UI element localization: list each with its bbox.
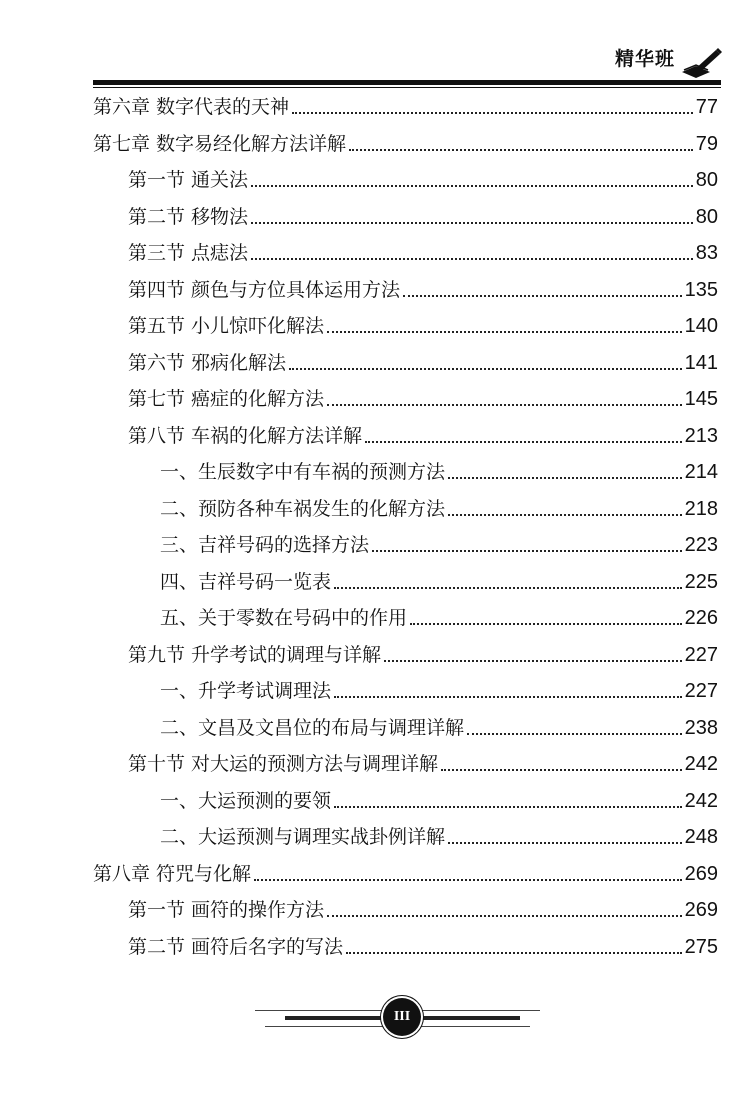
toc-entry-page: 227 bbox=[684, 643, 718, 666]
toc-dot-leader bbox=[441, 768, 682, 771]
toc-dot-leader bbox=[251, 184, 693, 187]
toc-dot-leader bbox=[251, 257, 693, 260]
header-rule-thin bbox=[93, 87, 721, 88]
toc-entry[interactable] bbox=[160, 601, 718, 631]
toc-entry-page: 242 bbox=[684, 789, 718, 812]
toc-entry-page: 214 bbox=[684, 461, 718, 483]
toc-entry[interactable] bbox=[128, 273, 718, 303]
toc-dot-leader bbox=[334, 586, 682, 589]
toc-entry-page: 80 bbox=[695, 205, 718, 228]
toc-dot-leader bbox=[410, 622, 682, 625]
toc-dot-leader bbox=[403, 294, 682, 297]
toc-entry-title: 一、升学考试调理法 bbox=[160, 680, 332, 702]
toc-dot-leader bbox=[346, 951, 682, 954]
toc-dot-leader bbox=[327, 403, 682, 406]
toc-entry-title: 第六章 数字代表的天神 bbox=[93, 96, 290, 118]
toc-entry-title: 第五节 小儿惊吓化解法 bbox=[128, 315, 325, 337]
section-label: 精华班 bbox=[615, 48, 676, 70]
toc-entry-page: 227 bbox=[684, 680, 718, 702]
toc-entry-title: 第七章 数字易经化解方法详解 bbox=[93, 132, 347, 155]
toc-entry-title: 第八章 符咒与化解 bbox=[93, 862, 252, 885]
toc-entry[interactable] bbox=[128, 382, 718, 412]
toc-entry[interactable] bbox=[128, 163, 718, 193]
toc-entry-title: 一、大运预测的要领 bbox=[160, 789, 332, 812]
toc-entry-page: 242 bbox=[684, 753, 718, 775]
footer-ornament-bar-left bbox=[285, 1016, 385, 1020]
toc-entry-page: 141 bbox=[684, 351, 718, 374]
toc-dot-leader bbox=[349, 148, 693, 151]
toc-dot-leader bbox=[448, 476, 682, 479]
toc-entry[interactable] bbox=[128, 419, 718, 449]
toc-entry-page: 248 bbox=[684, 826, 718, 848]
toc-entry-title: 第二节 画符后名字的写法 bbox=[128, 935, 344, 958]
toc-dot-leader bbox=[334, 805, 682, 808]
toc-dot-leader bbox=[448, 513, 682, 516]
toc-dot-leader bbox=[254, 878, 682, 881]
toc-dot-leader bbox=[334, 695, 682, 698]
toc-entry-page: 83 bbox=[695, 242, 718, 264]
toc-entry[interactable] bbox=[128, 236, 718, 266]
toc-entry[interactable] bbox=[93, 127, 718, 157]
toc-entry[interactable] bbox=[128, 638, 718, 668]
toc-entry[interactable] bbox=[128, 309, 718, 339]
toc-entry-page: 135 bbox=[684, 278, 718, 301]
toc-entry-title: 第八节 车祸的化解方法详解 bbox=[128, 424, 363, 447]
toc-entry-title: 第九节 升学考试的调理与详解 bbox=[128, 643, 382, 666]
toc-entry-page: 269 bbox=[684, 899, 718, 921]
toc-entry-title: 三、吉祥号码的选择方法 bbox=[160, 534, 370, 556]
footer-ornament-line bbox=[420, 1026, 530, 1027]
footer-ornament-line bbox=[265, 1026, 385, 1027]
toc-entry-page: 140 bbox=[684, 315, 718, 337]
toc-entry[interactable] bbox=[128, 346, 718, 376]
header-rule-thick bbox=[93, 80, 721, 85]
toc-entry[interactable] bbox=[128, 200, 718, 230]
toc-dot-leader bbox=[292, 111, 693, 114]
toc-entry-title: 第一节 通关法 bbox=[128, 169, 249, 191]
toc-entry[interactable] bbox=[160, 455, 718, 485]
toc-entry-page: 225 bbox=[684, 570, 718, 593]
footer-ornament-line bbox=[420, 1010, 540, 1011]
toc-dot-leader bbox=[327, 914, 682, 917]
toc-entry-title: 五、关于零数在号码中的作用 bbox=[160, 607, 408, 629]
toc-dot-leader bbox=[448, 841, 682, 844]
page-number: III bbox=[383, 998, 421, 1036]
toc-entry-page: 269 bbox=[684, 862, 718, 885]
toc-dot-leader bbox=[251, 221, 693, 224]
toc-entry-title: 第七节 癌症的化解方法 bbox=[128, 388, 325, 410]
toc-entry-page: 238 bbox=[684, 716, 718, 739]
toc-entry[interactable] bbox=[160, 674, 718, 704]
pen-on-book-icon bbox=[680, 46, 722, 80]
footer-ornament-bar-right bbox=[420, 1016, 520, 1020]
toc-entry[interactable] bbox=[160, 711, 718, 741]
toc-entry-page: 213 bbox=[684, 424, 718, 447]
toc-entry-title: 第四节 颜色与方位具体运用方法 bbox=[128, 278, 401, 301]
toc-entry-title: 一、生辰数字中有车祸的预测方法 bbox=[160, 461, 446, 483]
toc-entry-page: 275 bbox=[684, 935, 718, 958]
toc-entry[interactable] bbox=[128, 930, 718, 960]
toc-entry-page: 226 bbox=[684, 607, 718, 629]
toc-entry-page: 79 bbox=[695, 132, 718, 155]
toc-entry-page: 218 bbox=[684, 497, 718, 520]
toc-dot-leader bbox=[327, 330, 682, 333]
toc-entry[interactable] bbox=[93, 90, 718, 120]
toc-entry-title: 第十节 对大运的预测方法与调理详解 bbox=[128, 753, 439, 775]
toc-entry-title: 四、吉祥号码一览表 bbox=[160, 570, 332, 593]
footer-ornament-line bbox=[255, 1010, 385, 1011]
toc-entry-title: 第六节 邪病化解法 bbox=[128, 351, 287, 374]
toc-entry[interactable] bbox=[160, 820, 718, 850]
toc-entry[interactable] bbox=[160, 784, 718, 814]
toc-entry-title: 第三节 点痣法 bbox=[128, 242, 249, 264]
toc-dot-leader bbox=[384, 659, 682, 662]
toc-entry-title: 二、大运预测与调理实战卦例详解 bbox=[160, 826, 446, 848]
toc-entry-title: 第一节 画符的操作方法 bbox=[128, 899, 325, 921]
toc-entry[interactable] bbox=[160, 565, 718, 595]
toc-entry[interactable] bbox=[93, 857, 718, 887]
toc-dot-leader bbox=[289, 367, 682, 370]
toc-entry-page: 223 bbox=[684, 534, 718, 556]
toc-entry-title: 第二节 移物法 bbox=[128, 205, 249, 228]
toc-entry-page: 80 bbox=[695, 169, 718, 191]
toc-dot-leader bbox=[365, 440, 682, 443]
toc-dot-leader bbox=[467, 732, 682, 735]
page-footer bbox=[255, 996, 545, 1040]
toc-entry[interactable] bbox=[128, 747, 718, 777]
toc-dot-leader bbox=[372, 549, 682, 552]
toc-entry[interactable] bbox=[160, 528, 718, 558]
toc-entry-page: 145 bbox=[684, 388, 718, 410]
toc-entry-title: 二、预防各种车祸发生的化解方法 bbox=[160, 497, 446, 520]
toc-entry[interactable] bbox=[128, 893, 718, 923]
toc-entry-page: 77 bbox=[695, 96, 718, 118]
toc-entry[interactable] bbox=[160, 492, 718, 522]
toc-entry-title: 二、文昌及文昌位的布局与调理详解 bbox=[160, 716, 465, 739]
